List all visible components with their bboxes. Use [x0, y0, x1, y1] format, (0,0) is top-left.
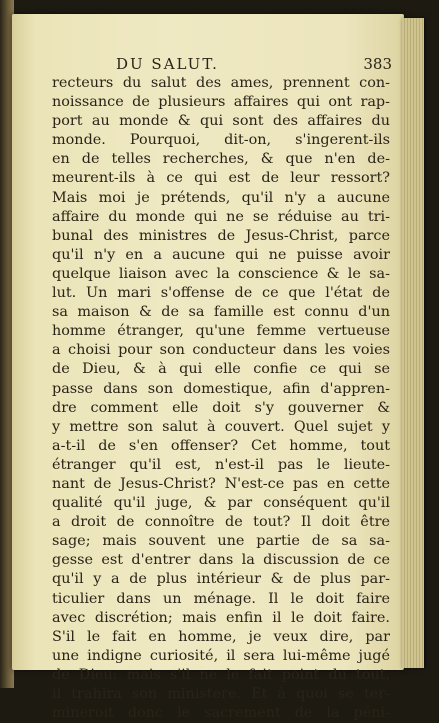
text-line: a droit de connoître de tout? Il doit être — [52, 514, 390, 531]
text-line: homme étranger, qu'une femme vertueuse — [52, 323, 390, 340]
text-line: ticulier dans un ménage. Il le doit faire — [52, 590, 390, 607]
text-line: affaire du monde qui ne se réduise au tri- — [52, 208, 390, 225]
text-line: recteurs du salut des ames, prennent con- — [52, 75, 390, 91]
text-line: qualité qu'il juge, & par conséquent qu'il — [52, 495, 390, 512]
text-line: gesse est d'entrer dans la discussion de ce — [52, 552, 390, 569]
text-line: meurent-ils à ce qui est de leur ressort? — [52, 170, 390, 187]
running-head: DU SALUT. — [116, 55, 219, 73]
text-line: de Dieu, & à qui elle confie ce qui se — [52, 361, 390, 378]
text-line: qu'il y a de plus intérieur & de plus par- — [52, 571, 390, 588]
text-line: noissance de plusieurs affaires qui ont rap- — [52, 94, 390, 111]
text-line: sage; mais souvent une partie de sa sa- — [52, 533, 390, 550]
text-line: de Dieu; mais s'il ne le fait point du tout, — [52, 666, 390, 683]
text-line: S'il le fait en homme, je veux dire, par — [52, 628, 390, 645]
text-line: a choisi pour son conducteur dans les voies — [52, 342, 390, 359]
text-line: passe dans son domestique, afin d'appren- — [52, 380, 390, 397]
page-stack-edge — [402, 18, 424, 668]
text-line: étranger qu'il est, n'est-il pas le lieute- — [52, 456, 390, 473]
page-number: 383 — [363, 55, 392, 73]
text-line: qu'il n'y en a aucune qui ne puisse avoir — [52, 246, 390, 263]
text-line: mineroit donc le sacrement de la péni- — [52, 705, 390, 722]
body-text — [52, 74, 390, 723]
text-line: port au monde & qui sont des affaires du — [52, 113, 390, 130]
text-line: avec discrétion; mais enfin il le doit faire. — [52, 609, 390, 626]
text-line: y mettre son salut à couvert. Quel sujet y — [52, 418, 390, 435]
text-line: il trahira son ministere. Et à quoi se ter- — [52, 686, 390, 702]
text-line: dre comment elle doit s'y gouverner & — [52, 399, 390, 416]
text-line: Mais moi je prétends, qu'il n'y a aucune — [52, 189, 390, 206]
text-line: nant de Jesus-Christ? N'est-ce pas en cette — [52, 475, 390, 492]
text-line: bunal des ministres de Jesus-Christ, parce — [52, 227, 390, 244]
text-line: une indigne curiosité, il sera lui-même jugé — [52, 647, 390, 664]
text-line: sa maison & de sa famille est connu d'un — [52, 304, 390, 321]
text-line: quelque liaison avec la conscience & le sa- — [52, 265, 390, 282]
text-line: en de telles recherches, & que n'en de- — [52, 151, 390, 168]
text-line: lut. Un mari s'offense de ce que l'état de — [52, 285, 390, 302]
text-line: a-t-il de s'en offenser? Cet homme, tout — [52, 437, 390, 454]
text-line: monde. Pourquoi, dit-on, s'ingerent-ils — [52, 132, 390, 149]
